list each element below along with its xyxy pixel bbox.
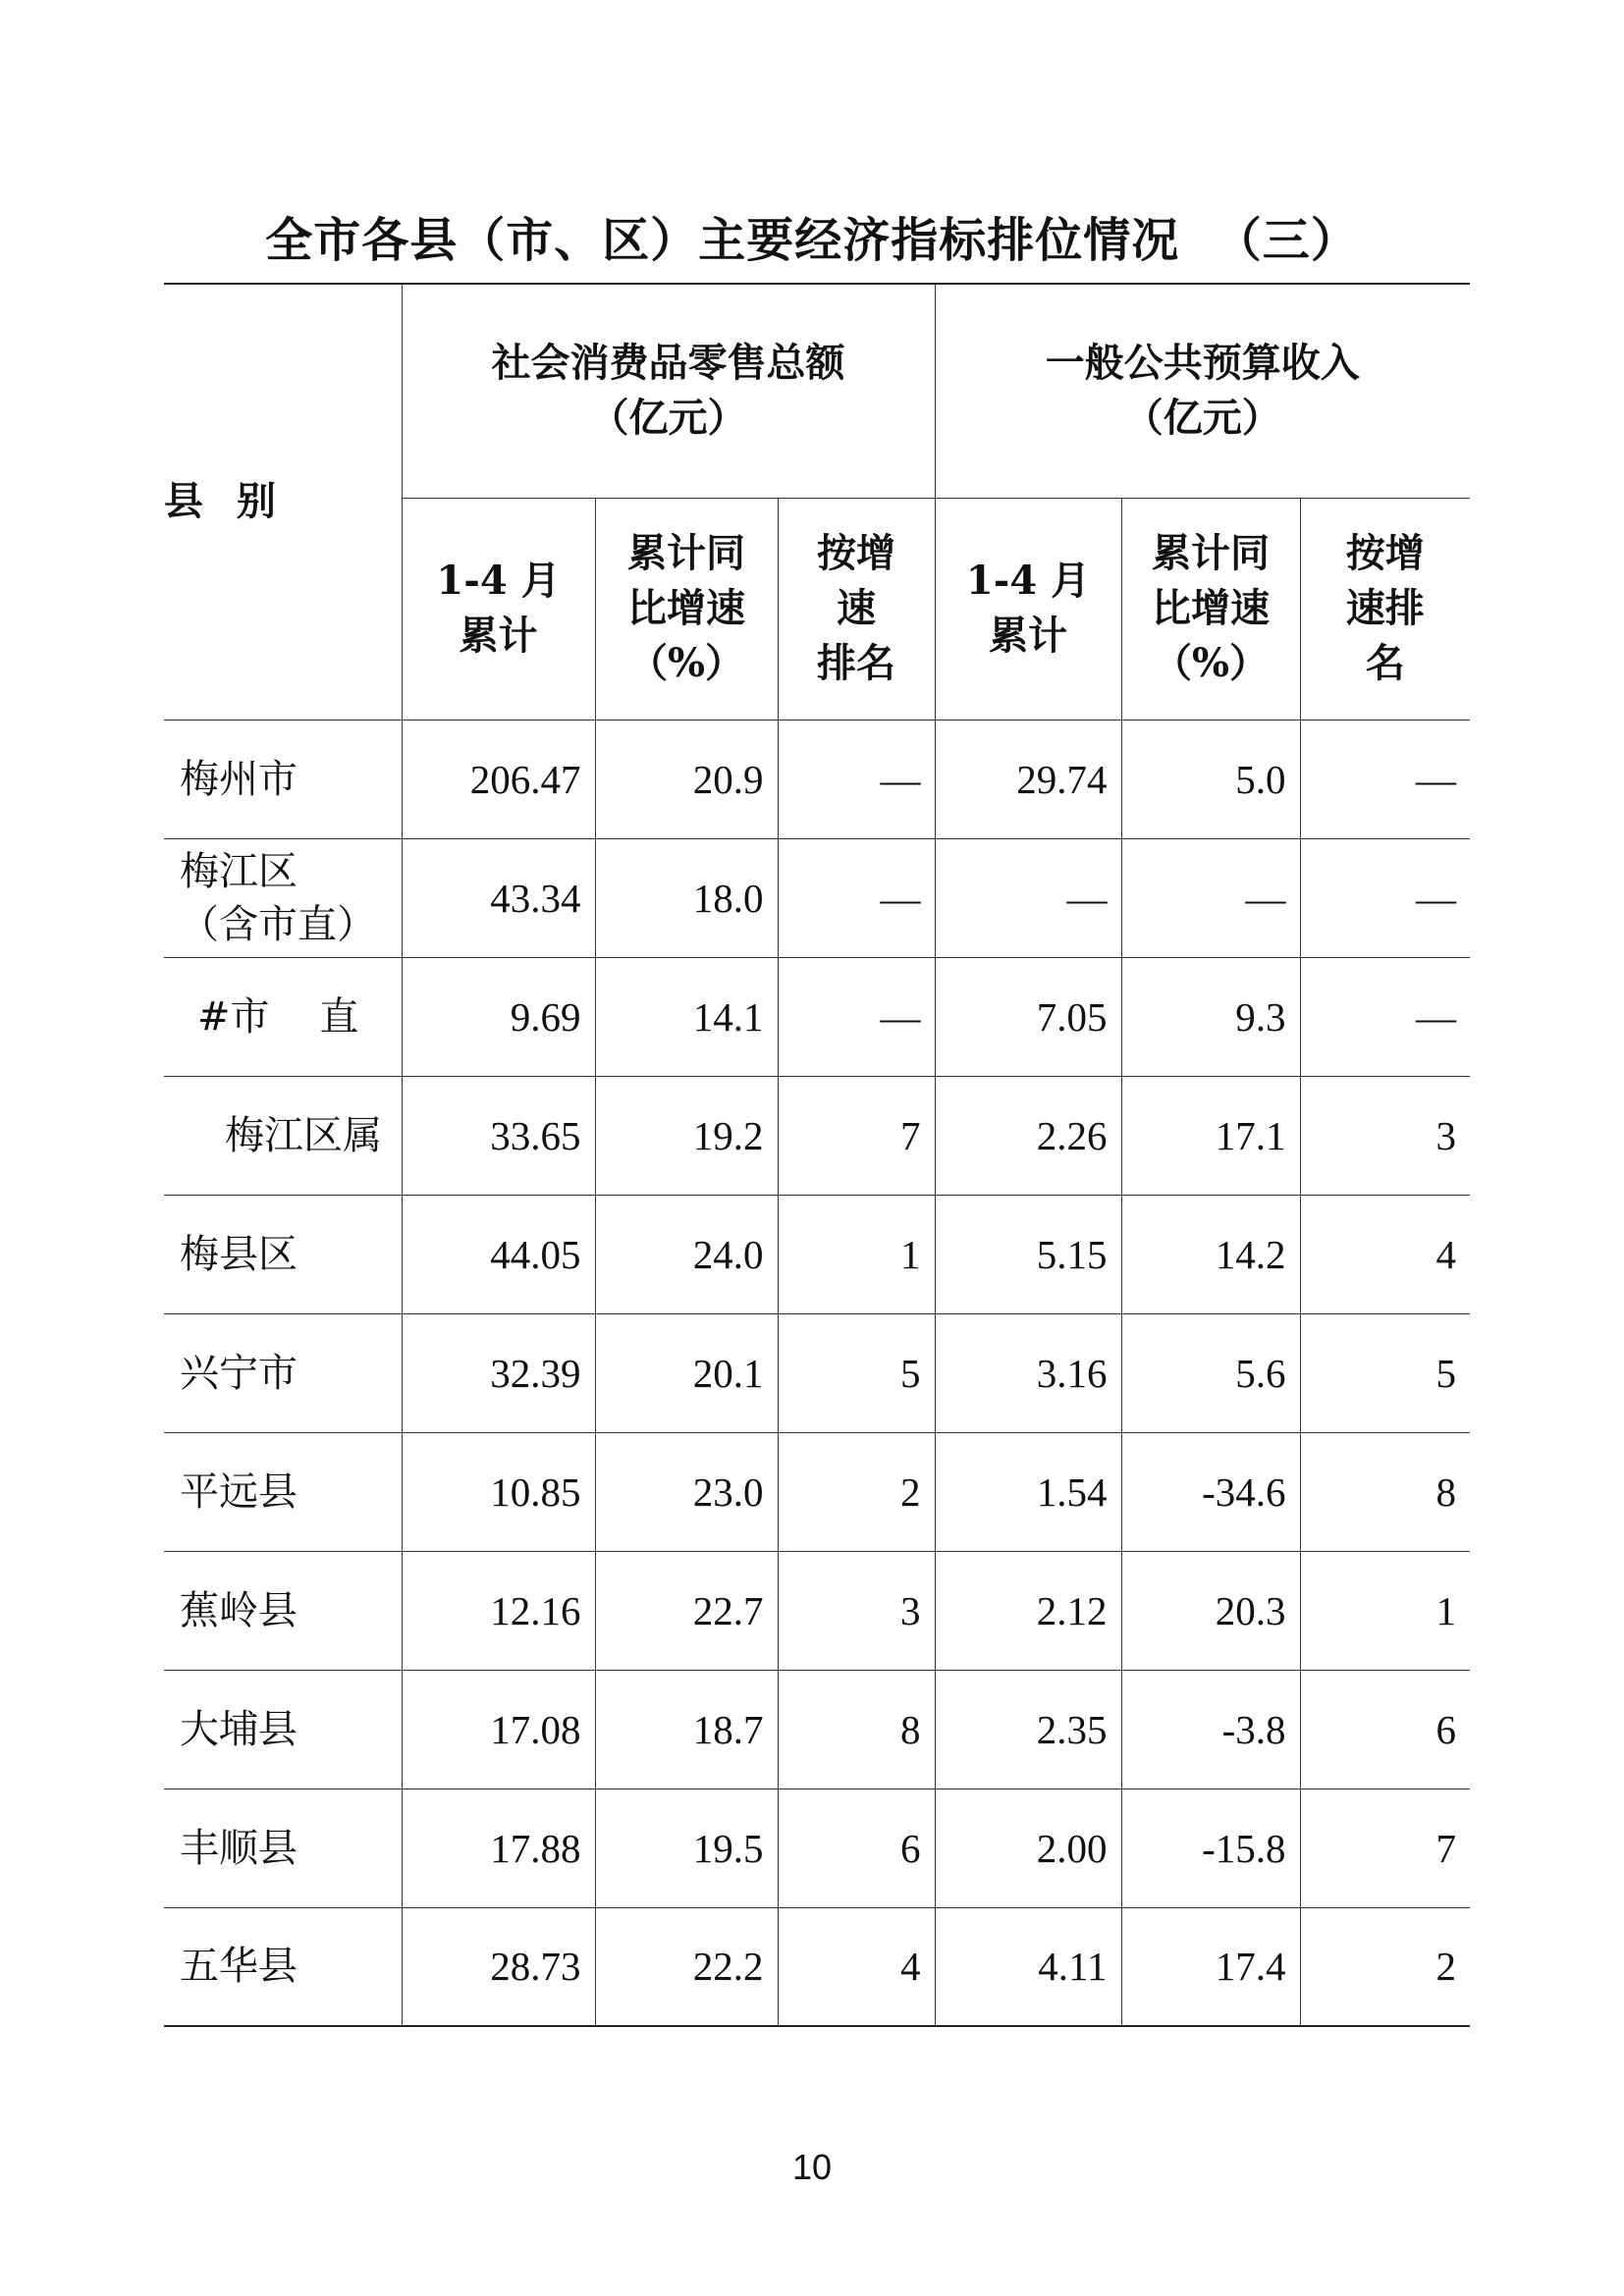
- budget-revenue-title: 一般公共预算收入: [1045, 340, 1360, 387]
- retail-growth-cell: 22.2: [595, 1907, 778, 2026]
- retail-cumulative-cell: 12.16: [402, 1551, 595, 1670]
- header-line: 比增速: [1152, 585, 1271, 631]
- budget-cumulative-cell: 2.26: [935, 1076, 1121, 1195]
- header-line: 速排: [1345, 585, 1425, 631]
- header-line: 比增速: [627, 585, 745, 631]
- budget-cumulative-cell: 2.12: [935, 1551, 1121, 1670]
- table-row: [164, 1907, 1470, 2026]
- header-line: 累计: [459, 613, 538, 659]
- budget-rank-header: [1300, 498, 1470, 720]
- retail-growth-cell: 18.0: [595, 838, 778, 957]
- header-line: 排名: [817, 640, 895, 686]
- retail-growth-cell: 19.2: [595, 1076, 778, 1195]
- header-line: 速: [837, 585, 876, 631]
- budget-growth-cell: —: [1121, 838, 1300, 957]
- retail-growth-cell: 20.9: [595, 720, 778, 838]
- retail-cumulative-header: [402, 498, 595, 720]
- table-row: [164, 1432, 1470, 1551]
- header-line: （%）: [1153, 640, 1270, 686]
- table-row: [164, 1076, 1470, 1195]
- budget-rank-cell: 7: [1300, 1789, 1470, 1907]
- retail-growth-header: [595, 498, 778, 720]
- table-row: [164, 1313, 1470, 1432]
- budget-growth-cell: 9.3: [1121, 957, 1300, 1076]
- budget-growth-cell: 20.3: [1121, 1551, 1300, 1670]
- retail-rank-cell: —: [778, 957, 935, 1076]
- retail-cumulative-cell: 17.08: [402, 1670, 595, 1789]
- header-line: 1-4 月: [965, 558, 1091, 604]
- retail-growth-cell: 18.7: [595, 1670, 778, 1789]
- budget-rank-cell: 3: [1300, 1076, 1470, 1195]
- budget-rank-cell: 4: [1300, 1195, 1470, 1313]
- retail-growth-cell: 19.5: [595, 1789, 778, 1907]
- retail-rank-cell: 3: [778, 1551, 935, 1670]
- budget-cumulative-cell: 2.35: [935, 1670, 1121, 1789]
- table-row: [164, 1551, 1470, 1670]
- header-line: 1-4 月: [436, 558, 561, 604]
- retail-rank-header: [778, 498, 935, 720]
- budget-cumulative-cell: 2.00: [935, 1789, 1121, 1907]
- budget-rank-cell: 8: [1300, 1432, 1470, 1551]
- budget-growth-cell: 5.6: [1121, 1313, 1300, 1432]
- budget-rank-cell: —: [1300, 838, 1470, 957]
- retail-rank-cell: 1: [778, 1195, 935, 1313]
- header-line: 累计: [989, 613, 1068, 659]
- budget-rank-cell: 6: [1300, 1670, 1470, 1789]
- table-row: [164, 838, 1470, 957]
- header-line: 名: [1365, 640, 1405, 686]
- header-line: 按增: [1345, 530, 1425, 576]
- budget-cumulative-cell: 29.74: [935, 720, 1121, 838]
- retail-sales-group-header: [402, 284, 935, 498]
- budget-rank-cell: —: [1300, 720, 1470, 838]
- retail-cumulative-cell: 32.39: [402, 1313, 595, 1432]
- table-row: [164, 957, 1470, 1076]
- budget-cumulative-cell: 3.16: [935, 1313, 1121, 1432]
- page-title: 全市各县（市、区）主要经济指标排位情况 （三）: [265, 213, 1359, 268]
- retail-cumulative-cell: 10.85: [402, 1432, 595, 1551]
- retail-cumulative-cell: 33.65: [402, 1076, 595, 1195]
- budget-cumulative-cell: —: [935, 838, 1121, 957]
- budget-cumulative-cell: 7.05: [935, 957, 1121, 1076]
- budget-growth-header: [1121, 498, 1300, 720]
- county-name: 蕉岭县: [164, 1551, 402, 1670]
- county-name: 梅江区 （含市直）: [164, 838, 402, 957]
- retail-rank-cell: 7: [778, 1076, 935, 1195]
- retail-rank-cell: 5: [778, 1313, 935, 1432]
- budget-rank-cell: 2: [1300, 1907, 1470, 2026]
- budget-rank-cell: 5: [1300, 1313, 1470, 1432]
- budget-growth-cell: 17.1: [1121, 1076, 1300, 1195]
- budget-cumulative-cell: 4.11: [935, 1907, 1121, 2026]
- budget-cumulative-cell: 5.15: [935, 1195, 1121, 1313]
- budget-rank-cell: —: [1300, 957, 1470, 1076]
- budget-growth-cell: 5.0: [1121, 720, 1300, 838]
- county-name: 梅州市: [164, 720, 402, 838]
- county-name: 兴宁市: [164, 1313, 402, 1432]
- retail-cumulative-cell: 206.47: [402, 720, 595, 838]
- budget-cumulative-header: [935, 498, 1121, 720]
- retail-rank-cell: —: [778, 720, 935, 838]
- retail-rank-cell: 4: [778, 1907, 935, 2026]
- header-line: 按增: [817, 530, 895, 576]
- budget-growth-cell: 14.2: [1121, 1195, 1300, 1313]
- budget-revenue-unit: （亿元）: [1123, 395, 1281, 442]
- table-row: [164, 1195, 1470, 1313]
- retail-rank-cell: 6: [778, 1789, 935, 1907]
- county-name: 丰顺县: [164, 1789, 402, 1907]
- county-name: 梅县区: [164, 1195, 402, 1313]
- retail-sales-title: 社会消费品零售总额: [491, 340, 845, 387]
- county-name: 平远县: [164, 1432, 402, 1551]
- budget-rank-cell: 1: [1300, 1551, 1470, 1670]
- retail-cumulative-cell: 9.69: [402, 957, 595, 1076]
- budget-growth-cell: -3.8: [1121, 1670, 1300, 1789]
- retail-cumulative-cell: 17.88: [402, 1789, 595, 1907]
- budget-cumulative-cell: 1.54: [935, 1432, 1121, 1551]
- county-column-header: 县 别: [164, 284, 402, 720]
- budget-growth-cell: -15.8: [1121, 1789, 1300, 1907]
- budget-growth-cell: 17.4: [1121, 1907, 1300, 2026]
- county-name: 大埔县: [164, 1670, 402, 1789]
- retail-growth-cell: 20.1: [595, 1313, 778, 1432]
- retail-cumulative-cell: 28.73: [402, 1907, 595, 2026]
- retail-growth-cell: 23.0: [595, 1432, 778, 1551]
- budget-growth-cell: -34.6: [1121, 1432, 1300, 1551]
- header-line: 累计同: [1152, 530, 1271, 576]
- retail-rank-cell: —: [778, 838, 935, 957]
- retail-growth-cell: 22.7: [595, 1551, 778, 1670]
- retail-growth-cell: 14.1: [595, 957, 778, 1076]
- county-name: #市 直: [164, 957, 402, 1076]
- county-name: 五华县: [164, 1907, 402, 2026]
- header-line: （%）: [627, 640, 744, 686]
- county-name: 梅江区属: [164, 1076, 402, 1195]
- table-row: [164, 1789, 1470, 1907]
- table-row: [164, 720, 1470, 838]
- retail-rank-cell: 2: [778, 1432, 935, 1551]
- table-row: [164, 1670, 1470, 1789]
- header-line: 累计同: [627, 530, 745, 576]
- budget-revenue-group-header: [935, 284, 1470, 498]
- retail-cumulative-cell: 44.05: [402, 1195, 595, 1313]
- page-number: 10: [791, 2147, 833, 2187]
- retail-growth-cell: 24.0: [595, 1195, 778, 1313]
- retail-rank-cell: 8: [778, 1670, 935, 1789]
- retail-sales-unit: （亿元）: [589, 395, 747, 442]
- economic-indicators-table: [164, 283, 1470, 2027]
- retail-cumulative-cell: 43.34: [402, 838, 595, 957]
